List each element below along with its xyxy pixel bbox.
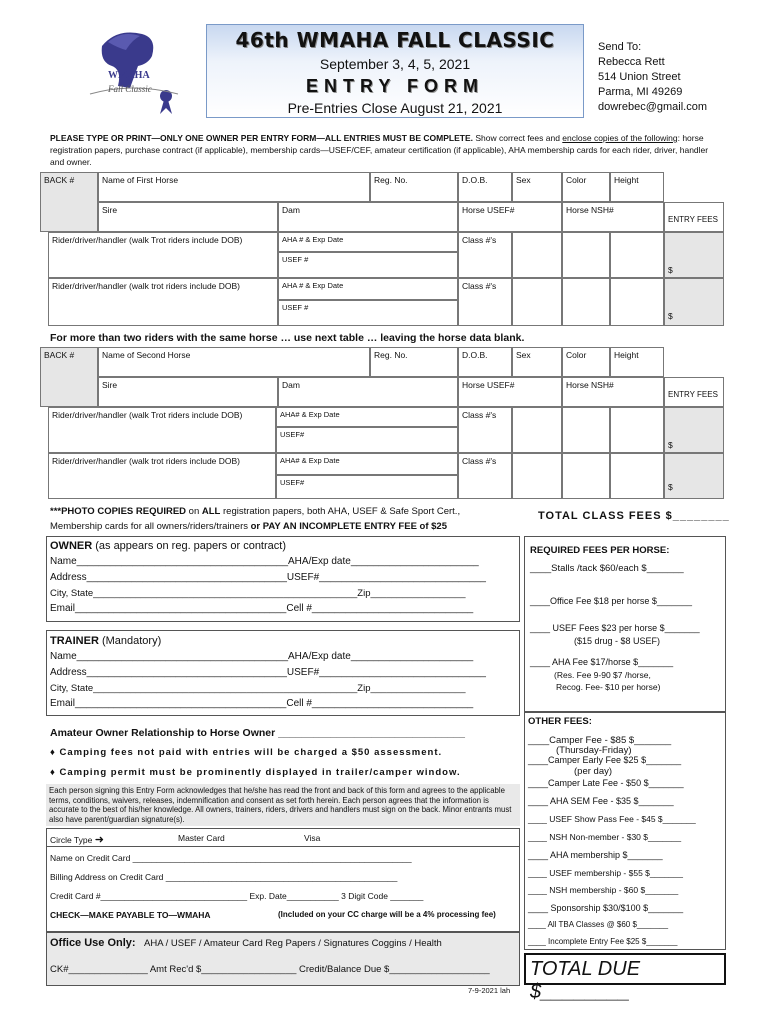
class-field[interactable]: Class #'s [458, 453, 512, 499]
processing-fee-note: (Included on your CC charge will be a 4% processing fee) [278, 910, 496, 919]
tba-classes-fee[interactable]: ____ All TBA Classes @ $60 $_______ [528, 920, 669, 929]
billing-address-field[interactable]: Billing Address on Credit Card _________________________________________________ [50, 872, 398, 882]
title-banner [206, 24, 584, 118]
class-cell[interactable] [562, 407, 610, 453]
form-version: 7-9-2021 lah [468, 986, 511, 995]
rider2-field[interactable]: Rider/driver/handler (walk trot riders include DOB) [48, 278, 278, 326]
required-fees-heading: REQUIRED FEES PER HORSE: [530, 545, 670, 556]
form-name: ENTRY FORM [305, 76, 484, 96]
class-cell[interactable] [562, 278, 610, 326]
agreement-text: Each person signing this Entry Form acknowledges that he/she has read the front and back of this form and agrees to the applicable terms, conditions, waivers, releases, indemnification and consent as set forth herein. Each person agrees that the information is accurate to the best of his/her knowledge. All owners, trainers, riders, drivers and handlers must sign on the back. Minor entrants must also have parent/guardian signature(s). [46, 784, 520, 826]
aha-exp-field[interactable]: AHA # & Exp Date [278, 232, 458, 252]
camper-early-fee[interactable]: ____Camper Early Fee $25 $_______ [528, 755, 682, 765]
back-number-field[interactable]: BACK # [40, 172, 98, 232]
instructions-underlined: enclose copies of the following [562, 133, 678, 143]
height-field[interactable]: Height [610, 172, 664, 202]
owner-heading: OWNER (as appears on reg. papers or contract) [50, 540, 286, 552]
class-cell[interactable] [562, 232, 610, 278]
instructions-rest1: Show correct fees and [473, 133, 563, 143]
aha-membership-fee[interactable]: ____ AHA membership $_______ [528, 850, 663, 860]
class-cell[interactable] [512, 232, 562, 278]
send-to-address [598, 40, 707, 115]
usef-fee[interactable]: ____ USEF Fees $23 per horse $_______ [530, 623, 700, 633]
office-ck-line: CK#_______________ Amt Rec'd $__________________ Credit/Balance Due $___________________ [50, 964, 490, 975]
trainer-city-field[interactable]: City, State__________________________________________________Zip__________________ [50, 683, 466, 694]
more-riders-note: For more than two riders with the same horse … use next table … leaving the horse data blank. [50, 332, 525, 344]
visa-option[interactable]: Visa [304, 833, 321, 843]
divider [46, 846, 520, 847]
instructions-bold: PLEASE TYPE OR PRINT—ONLY ONE OWNER PER ENTRY FORM—ALL ENTRIES MUST BE COMPLETE. [50, 133, 473, 143]
usef-fee-breakdown: ($15 drug - $8 USEF) [574, 636, 661, 646]
circle-type-label: Circle Type ➜ [50, 834, 104, 846]
rider1-field[interactable]: Rider/driver/handler (walk Trot riders include DOB) [48, 407, 276, 453]
class-field[interactable]: Class #'s [458, 232, 512, 278]
nsh-non-member-fee[interactable]: ____ NSH Non-member - $30 $_______ [528, 832, 682, 842]
usef-field[interactable]: USEF # [278, 252, 458, 278]
horse-usef-field[interactable]: Horse USEF# [458, 377, 562, 407]
rider1-field[interactable]: Rider/driver/handler (walk Trot riders include DOB) [48, 232, 278, 278]
usef-field[interactable]: USEF# [276, 475, 458, 499]
dob-field[interactable]: D.O.B. [458, 347, 512, 377]
rider2-field[interactable]: Rider/driver/handler (walk trot riders include DOB) [48, 453, 276, 499]
class-field[interactable]: Class #'s [458, 278, 512, 326]
trainer-heading: TRAINER (Mandatory) [50, 635, 162, 647]
dam-field[interactable]: Dam [278, 377, 458, 407]
height-field[interactable]: Height [610, 347, 664, 377]
other-fees-heading: OTHER FEES: [528, 716, 592, 727]
instructions-rest2: : horse registration papers, purchase contract (if applicable), membership cards—USEF/CEF, amateur certification (if applicable), AHA membership cards for each rider, driver, handler and owner. [50, 133, 709, 167]
sponsorship-fee[interactable]: ____ Sponsorship $30/$100 $_______ [528, 903, 684, 913]
usef-membership-fee[interactable]: ____ USEF membership - $55 $_______ [528, 868, 683, 878]
camper-early-note: (per day) [574, 766, 613, 777]
trainer-address-field[interactable]: Address____________________________________USEF#______________________________ [50, 667, 486, 678]
entry-fee-amount[interactable]: $ [664, 453, 724, 499]
pre-entries-deadline: Pre-Entries Close August 21, 2021 [287, 100, 503, 116]
aha-exp-field[interactable]: AHA # & Exp Date [278, 278, 458, 300]
stalls-fee[interactable]: ____Stalls /tack $60/each $_______ [530, 563, 684, 574]
horse-usef-field[interactable]: Horse USEF# [458, 202, 562, 232]
send-to-label: Send To: [598, 41, 642, 53]
aha-exp-field[interactable]: AHA# & Exp Date [276, 453, 458, 475]
event-title: 46th WMAHA FALL CLASSIC [235, 28, 555, 52]
dob-field[interactable]: D.O.B. [458, 172, 512, 202]
incomplete-entry-fee[interactable]: ____ Incomplete Entry Fee $25 $_______ [528, 937, 678, 946]
color-field[interactable]: Color [562, 347, 610, 377]
cc-name-field[interactable]: Name on Credit Card ___________________________________________________________ [50, 853, 412, 863]
usef-field[interactable]: USEF # [278, 300, 458, 326]
sex-field[interactable]: Sex [512, 172, 562, 202]
class-cell[interactable] [512, 453, 562, 499]
class-cell[interactable] [610, 232, 664, 278]
trainer-email-field[interactable]: Email______________________________________Cell #_____________________________ [50, 698, 474, 709]
logo-subtext: Fall Classic [108, 84, 152, 94]
entry-fee-amount[interactable]: $ [664, 232, 724, 278]
office-use-label: Office Use Only: [50, 937, 136, 949]
arrow-right-icon: ➜ [94, 834, 104, 846]
back-number-field[interactable]: BACK # [40, 347, 98, 407]
sex-field[interactable]: Sex [512, 347, 562, 377]
aha-fee-note2: Recog. Fee- $10 per horse) [556, 682, 661, 692]
camper-late-fee[interactable]: ____Camper Late Fee - $50 $_______ [528, 778, 684, 788]
horse-name-field[interactable]: Name of Second Horse [98, 347, 370, 377]
class-cell[interactable] [610, 453, 664, 499]
reg-no-field[interactable]: Reg. No. [370, 172, 458, 202]
aha-sem-fee[interactable]: ____ AHA SEM Fee - $35 $_______ [528, 796, 674, 806]
wmaha-logo [82, 26, 192, 116]
entry-fees-label: ENTRY FEES [664, 202, 724, 232]
trainer-name-field[interactable]: Name______________________________________AHA/Exp date______________________ [50, 651, 474, 662]
send-to-street: 514 Union Street [598, 71, 681, 83]
amateur-relationship-field[interactable]: Amateur Owner Relationship to Horse Owner ________________________________ [50, 727, 465, 739]
camping-fee-note: ♦ Camping fees not paid with entries will be charged a $50 assessment. [50, 747, 443, 758]
horse-nsh-field[interactable]: Horse NSH# [562, 202, 664, 232]
logo-text: WMAHA [108, 70, 150, 81]
reg-no-field[interactable]: Reg. No. [370, 347, 458, 377]
credit-card-field[interactable]: Credit Card #_______________________________ Exp. Date___________ 3 Digit Code _______ [50, 891, 424, 901]
photo-copies-note: ***PHOTO COPIES REQUIRED on ALL registration papers, both AHA, USEF & Safe Sport Cert., Membership cards for all owners/riders/trainers or PAY AN INCOMPLETE ENTRY FEE of $25 [50, 506, 461, 532]
class-cell[interactable] [610, 278, 664, 326]
class-cell[interactable] [562, 453, 610, 499]
horse-name-field[interactable]: Name of First Horse [98, 172, 370, 202]
class-cell[interactable] [512, 278, 562, 326]
aha-fee[interactable]: ____ AHA Fee $17/horse $_______ [530, 657, 674, 667]
check-payable-note: CHECK—MAKE PAYABLE TO—WMAHA [50, 910, 211, 920]
color-field[interactable]: Color [562, 172, 610, 202]
class-field[interactable]: Class #'s [458, 407, 512, 453]
sire-field[interactable]: Sire [98, 377, 278, 407]
office-fee[interactable]: ____Office Fee $18 per horse $_______ [530, 596, 692, 606]
owner-email-field[interactable]: Email______________________________________Cell #_____________________________ [50, 603, 474, 614]
send-to-name: Rebecca Rett [598, 56, 665, 68]
camper-fee[interactable]: ____Camper Fee - $85 $_______ [528, 735, 672, 746]
aha-fee-note1: (Res. Fee 9-90 $7 /horse, [554, 670, 651, 680]
horse-nsh-field[interactable]: Horse NSH# [562, 377, 664, 407]
camper-fee-note: (Thursday-Friday) [556, 745, 632, 756]
usef-show-pass-fee[interactable]: ____ USEF Show Pass Fee - $45 $_______ [528, 814, 696, 824]
owner-city-field[interactable]: City, State__________________________________________________Zip__________________ [50, 588, 466, 599]
total-class-fees: TOTAL CLASS FEES $________ [538, 510, 730, 522]
send-to-email: dowrebec@gmail.com [598, 101, 707, 113]
master-card-option[interactable]: Master Card [178, 833, 225, 843]
event-dates: September 3, 4, 5, 2021 [319, 56, 471, 72]
entry-fee-amount[interactable]: $ [664, 407, 724, 453]
sire-field[interactable]: Sire [98, 202, 278, 232]
class-cell[interactable] [610, 407, 664, 453]
owner-name-field[interactable]: Name______________________________________AHA/Exp date_______________________ [50, 556, 479, 567]
entry-fees-label: ENTRY FEES [664, 377, 724, 407]
usef-field[interactable]: USEF# [276, 427, 458, 453]
dam-field[interactable]: Dam [278, 202, 458, 232]
camping-permit-note: ♦ Camping permit must be prominently displayed in trailer/camper window. [50, 767, 461, 778]
owner-address-field[interactable]: Address____________________________________USEF#______________________________ [50, 572, 486, 583]
class-cell[interactable] [512, 407, 562, 453]
total-due-field[interactable]: TOTAL DUE $________ [524, 953, 726, 985]
office-use-items: AHA / USEF / Amateur Card Reg Papers / Signatures Coggins / Health [144, 938, 442, 949]
entry-fee-amount[interactable]: $ [664, 278, 724, 326]
nsh-membership-fee[interactable]: ____ NSH membership - $60 $_______ [528, 885, 679, 895]
aha-exp-field[interactable]: AHA# & Exp Date [276, 407, 458, 427]
send-to-city: Parma, MI 49269 [598, 86, 683, 98]
instructions [50, 132, 720, 168]
